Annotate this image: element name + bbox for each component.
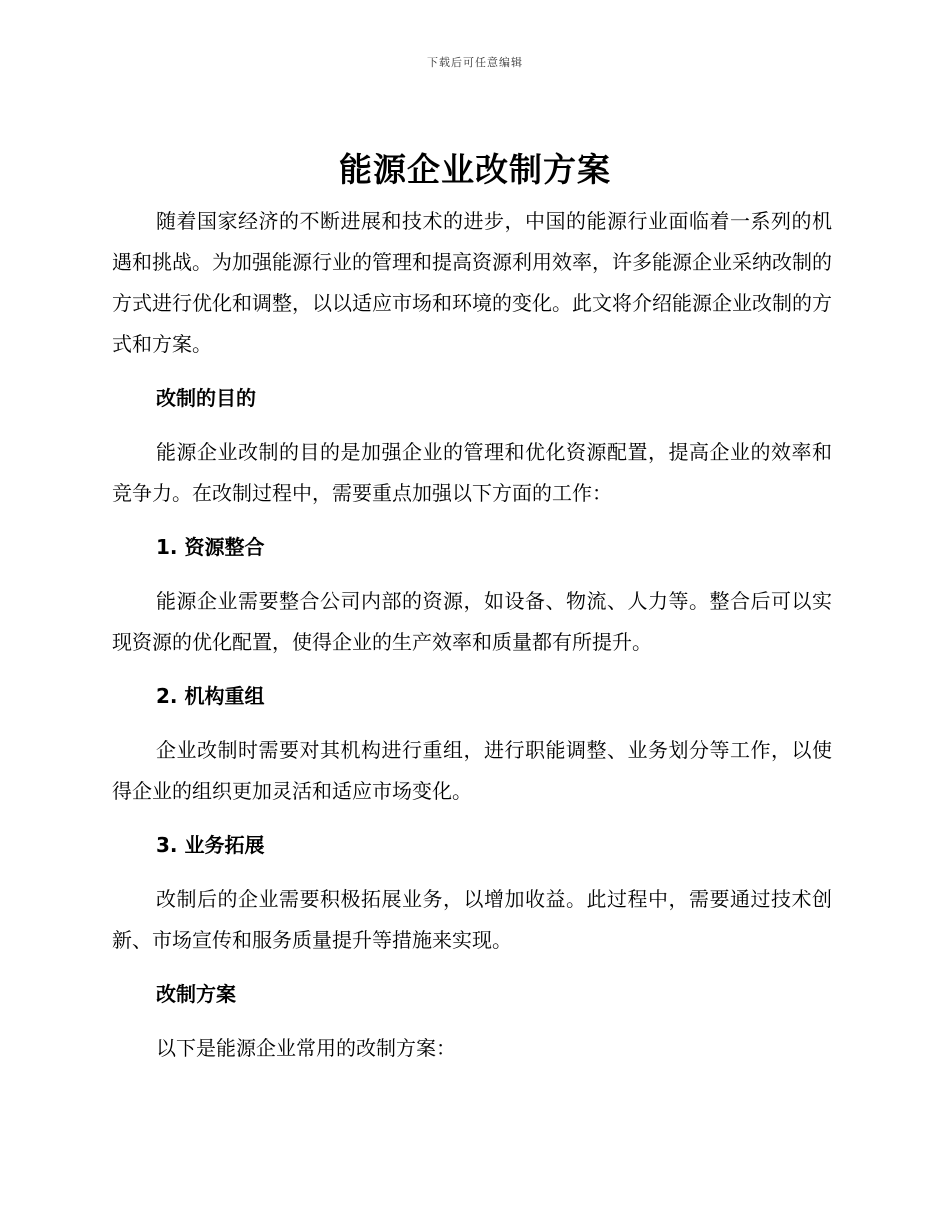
section-heading-purpose: 改制的目的 [156,386,256,410]
purpose-paragraph: 能源企业改制的目的是加强企业的管理和优化资源配置，提高企业的效率和竞争力。在改制过程中，需要重点加强以下方面的工作： [112,440,832,505]
section-heading-plan: 改制方案 [156,982,236,1006]
page-header: 下载后可任意编辑 [427,56,523,69]
document-body [112,201,832,1069]
item-paragraph-resource-integration: 能源企业需要整合公司内部的资源，如设备、物流、人力等。整合后可以实现资源的优化配置，使得企业的生产效率和质量都有所提升。 [112,589,832,654]
plan-paragraph: 以下是能源企业常用的改制方案： [156,1036,456,1060]
item-paragraph-restructuring: 企业改制时需要对其机构进行重组，进行职能调整、业务划分等工作，以使得企业的组织更加灵活和适应市场变化。 [112,738,832,803]
item-heading-business-expansion: 3. 业务拓展 [156,833,265,857]
intro-paragraph: 随着国家经济的不断进展和技术的进步，中国的能源行业面临着一系列的机遇和挑战。为加强能源行业的管理和提高资源利用效率，许多能源企业采纳改制的方式进行优化和调整，以以适应市场和环境的变化。此文将介绍能源企业改制的方式和方案。 [112,209,832,356]
item-heading-resource-integration: 1. 资源整合 [156,535,265,559]
document-title: 能源企业改制方案 [339,150,611,189]
item-heading-restructuring: 2. 机构重组 [156,684,265,708]
item-paragraph-business-expansion: 改制后的企业需要积极拓展业务，以增加收益。此过程中，需要通过技术创新、市场宣传和服务质量提升等措施来实现。 [112,887,832,952]
